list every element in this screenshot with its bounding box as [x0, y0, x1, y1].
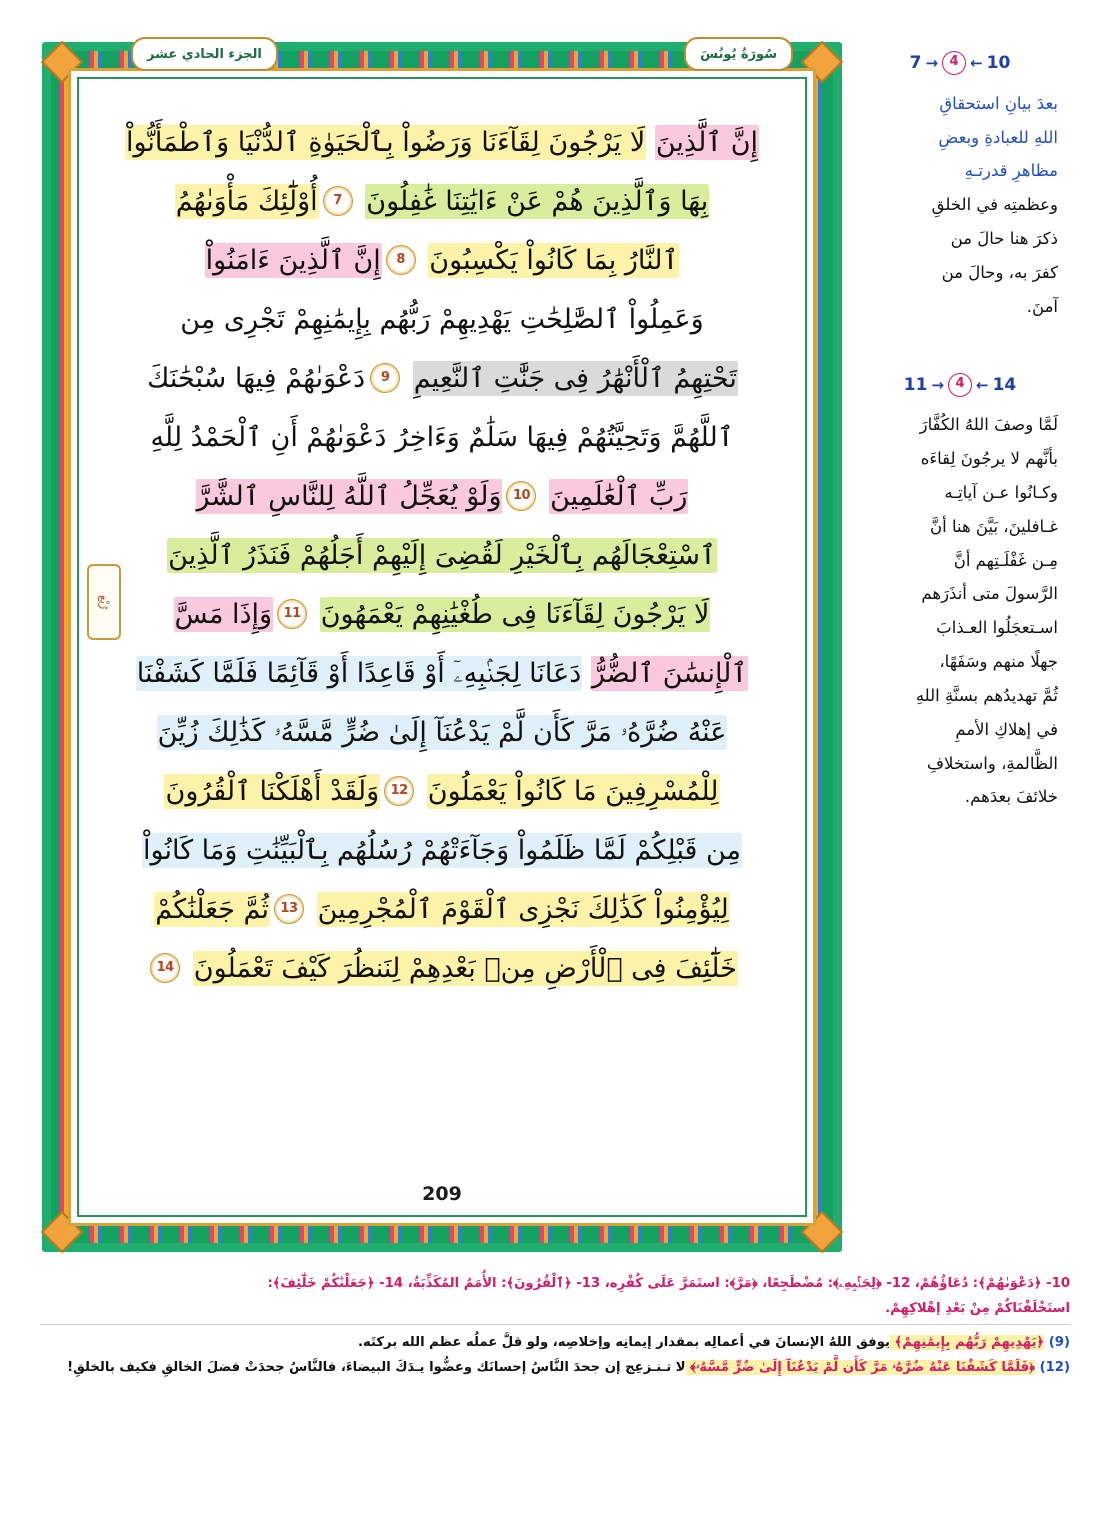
ayah-segment: مِن قَبْلِكُمْ لَمَّا ظَلَمُواْ وَجَآءَتْهُمْ رُسُلُهُم بِٱلْبَيِّنَٰتِ وَمَا كَانُواْ	[143, 835, 741, 866]
frame-inner-green	[77, 77, 807, 1217]
ayah-line	[113, 762, 771, 821]
footnote-text: يوفق اللهُ الإنسانَ في أعمالِه بمقدار إيمانِه وإخلاصِه، ولو قلَّ عملُه عظم الله بركتَه.	[357, 1335, 890, 1351]
tafsir-line: اسـتعجَلُوا العـذابَ	[936, 618, 1058, 638]
ayah-range-header	[862, 46, 1058, 81]
tafsir-line: اللهِ للعبادةِ وبعضِ	[938, 127, 1058, 147]
ayah-segment: إِنَّ ٱلَّذِينَ	[655, 127, 759, 158]
ayah-number-marker: 13	[274, 894, 304, 924]
ayah-line	[113, 644, 771, 703]
tafsir-column	[862, 46, 1058, 832]
ayah-line	[113, 172, 771, 231]
arrow-right-icon: →	[931, 375, 944, 394]
tafsir-block	[862, 46, 1058, 324]
tafsir-line: غـافلينَ، بَيَّنَ هنا أنَّ	[930, 516, 1058, 536]
ayah-segment: لِيُؤْمِنُواْ كَذَٰلِكَ نَجْزِى ٱلْقَوْمَ ٱلْمُجْرِمِينَ	[317, 894, 729, 925]
ayah-number-marker: 12	[384, 776, 414, 806]
tafsir-line: جهلًا منهم وسَفَهًا،	[939, 652, 1058, 672]
footnote-ayah-quote: ﴿يَهْدِيهِمْ رَبُّهُم بِإِيمَٰنِهِمْ﴾	[889, 1335, 1045, 1351]
ayah-line	[113, 113, 771, 172]
tafsir-line: كفرَ به، وحالَ من	[941, 262, 1058, 282]
tafsir-line: ذكرَ هنا حالَ من	[950, 229, 1058, 249]
tafsir-line: في إهلاكِ الأممِ	[955, 719, 1058, 739]
ayah-segment: ٱللَّهُمَّ وَتَحِيَّتُهُمْ فِيهَا سَلَٰمٌ وَءَاخِرُ دَعْوَىٰهُمْ أَنِ ٱلْحَمْدُ لِلَّهِ	[150, 422, 734, 453]
tafsir-line: بأنَّهم لا يرجُونَ لِقاءَه	[920, 449, 1058, 469]
quran-text-frame	[42, 42, 842, 1252]
tafsir-line: بعدَ بيانِ استحقاقِ	[939, 93, 1058, 113]
ayah-number-marker: 14	[150, 953, 180, 983]
tafsir-line: الرَّسولَ متى أنذَرَهم	[921, 584, 1058, 604]
range-count-badge: 4	[948, 373, 972, 397]
ayah-segment: ٱسْتِعْجَالَهُم بِٱلْخَيْرِ لَقُضِىَ إِلَيْهِمْ أَجَلُهُمْ فَنَذَرُ ٱلَّذِينَ	[168, 540, 716, 571]
ayat-text-area	[113, 113, 771, 1155]
footnote-item	[40, 1331, 1070, 1354]
ayah-segment: بِهَا وَٱلَّذِينَ هُمْ عَنْ ءَايَٰتِنَا غَٰفِلُونَ	[366, 186, 709, 217]
tafsir-line: مظاهرِ قدرتـهِ	[964, 161, 1058, 181]
ayah-number-marker: 7	[323, 186, 353, 216]
tafsir-spacer	[862, 342, 1058, 368]
footnote-ref: (12)	[1034, 1360, 1070, 1376]
range-end-number: 14	[992, 374, 1017, 395]
ayah-line	[113, 408, 771, 467]
tafsir-line: ثُمَّ تهديدُهم بسنَّةِ اللهِ	[915, 685, 1058, 705]
ayah-line	[113, 821, 771, 880]
tafsir-line: الظَّالمةِ، واستخلافِ	[926, 753, 1058, 773]
ayah-segment: لَا يَرْجُونَ لِقَآءَنَا وَرَضُواْ بِٱلْحَيَوٰةِ ٱلدُّنْيَا وَٱطْمَأَنُّواْ	[125, 127, 646, 158]
ayah-line	[113, 290, 771, 349]
ayah-segment: خَلَٰٓئِفَ فِى ٱلْأَرْضِ مِنۢ بَعْدِهِمْ لِنَنظُرَ كَيْفَ تَعْمَلُونَ	[193, 953, 737, 984]
footnote-divider	[40, 1324, 1070, 1325]
ayah-segment: ٱلنَّارُ بِمَا كَانُواْ يَكْسِبُونَ	[429, 245, 679, 276]
tafsir-line: آمنَ.	[1026, 296, 1058, 316]
arrow-right-icon: →	[925, 54, 939, 73]
ayah-segment: إِنَّ ٱلَّذِينَ ءَامَنُواْ	[205, 245, 381, 276]
ayah-segment: ثُمَّ جَعَلْنَٰكُمْ	[155, 894, 269, 925]
ayah-number-marker: 11	[277, 599, 307, 629]
ayah-line	[113, 880, 771, 939]
ayah-number-marker: 9	[370, 363, 400, 393]
ayah-line	[113, 349, 771, 408]
ayah-segment: تَحْتِهِمُ ٱلْأَنْهَٰرُ فِى جَنَّٰتِ ٱلنَّعِيمِ	[413, 363, 737, 394]
ayah-line	[113, 526, 771, 585]
page-number: 209	[422, 1183, 462, 1205]
ayah-segment: لَا يَرْجُونَ لِقَآءَنَا فِى طُغْيَٰنِهِمْ يَعْمَهُونَ	[320, 599, 710, 630]
ayah-segment: وَعَمِلُواْ ٱلصَّٰلِحَٰتِ يَهْدِيهِمْ رَبُّهُم بِإِيمَٰنِهِمْ تَجْرِى مِن	[180, 304, 704, 335]
ruku-marker: رُبْع	[87, 564, 121, 640]
footnote-vocabulary-line-2: استَخْلَفْنَاكُمْ مِنْ بَعْدِ إهْلاكِهِمْ.	[885, 1301, 1070, 1317]
range-start-number: 7	[909, 53, 922, 73]
ayah-segment: عَنْهُ ضُرَّهُۥ مَرَّ كَأَن لَّمْ يَدْعُنَآ إِلَىٰ ضُرٍّ مَّسَّهُۥ كَذَٰلِكَ زُيِّنَ	[157, 717, 727, 748]
ayah-segment: دَعْوَىٰهُمْ فِيهَا سُبْحَٰنَكَ	[147, 363, 366, 394]
ayah-segment: ٱلْإِنسَٰنَ ٱلضُّرُّ	[591, 658, 748, 689]
ayah-segment: وَلَوْ يُعَجِّلُ ٱللَّهُ لِلنَّاسِ ٱلشَّرَّ	[196, 481, 502, 512]
ayah-line	[113, 467, 771, 526]
ayah-number-marker: 10	[506, 481, 536, 511]
juz-name-badge: الجزء الحادي عشر	[131, 37, 278, 71]
ayah-segment: أُوْلَٰٓئِكَ مَأْوَىٰهُمُ	[175, 186, 318, 217]
footnote-ayah-quote: ﴿فَلَمَّا كَشَفْنَا عَنْهُ ضُرَّهُۥ مَرَّ كَأَن لَّمْ يَدْعُنَآ إِلَىٰ ضُرٍّ مَّسَّهُۥ﴾	[685, 1360, 1035, 1376]
frame-inner-gold	[68, 68, 816, 1226]
tafsir-line: خلائفَ بعدَهم.	[964, 787, 1058, 807]
footnote-item	[40, 1356, 1070, 1379]
arrow-left-icon: ←	[976, 375, 989, 394]
range-count-badge: 4	[942, 51, 966, 75]
ayah-segment: لِلْمُسْرِفِينَ مَا كَانُواْ يَعْمَلُونَ	[427, 776, 719, 807]
footnote-text: لا تـنـزعِج إن جحدَ النَّاسُ إحسانَك وعضُّوا يـدَكَ البيضاءَ، فالنَّاسُ جحدَتْ فضلَ الخالقِ فكيف بالخلقِ!	[67, 1360, 686, 1376]
tafsir-line: مِـن غَفْلَـتِهم أنَّ	[953, 550, 1058, 570]
ayah-line	[113, 703, 771, 762]
ayah-range-header	[862, 368, 1058, 403]
surah-name-badge: سُورَةُ يُونُسَ	[684, 37, 793, 71]
ayah-segment: وَلَقَدْ أَهْلَكْنَا ٱلْقُرُونَ	[165, 776, 380, 807]
range-start-number: 11	[903, 374, 928, 395]
footnote-ref: (9)	[1044, 1335, 1070, 1351]
range-end-number: 10	[986, 53, 1011, 73]
tafsir-line: وعظمتِه في الخلقِ	[931, 195, 1058, 215]
ayah-line	[113, 939, 771, 998]
ayah-line	[113, 231, 771, 290]
footnote-vocabulary-line-1: 10- ﴿دَعْوَىٰهُمْ﴾: دُعَاؤُهُمْ، 12- ﴿لِجَنۢبِهِۦ﴾: مُضْطَجِعًا، ﴿مَرَّ﴾: استَمَرَّ عَلَى كُفْرِه، 13- ﴿ٱلْقُرُونَ﴾: الأُمَمُ المُكَذِّبَةُ، 14- ﴿جَعَلْنَٰكُمْ خَلَٰٓئِفَ﴾:	[267, 1276, 1070, 1291]
ayah-segment: رَبِّ ٱلْعَٰلَمِينَ	[550, 481, 688, 512]
tafsir-line: لَمَّا وصفَ اللهُ الكُفَّارَ	[919, 415, 1058, 435]
ayah-segment: دَعَانَا لِجَنۢبِهِۦٓ أَوْ قَاعِدًا أَوْ قَآئِمًا فَلَمَّا كَشَفْنَا	[136, 658, 582, 689]
ayah-line	[113, 585, 771, 644]
arrow-left-icon: ←	[970, 54, 983, 73]
footnotes-area	[40, 1272, 1070, 1381]
ayah-segment: وَإِذَا مَسَّ	[174, 599, 273, 630]
tafsir-block	[862, 368, 1058, 815]
tafsir-line: وكـانُوا عـن آياتِـه	[944, 483, 1058, 502]
ayah-number-marker: 8	[386, 245, 416, 275]
footnote-notes	[40, 1331, 1070, 1379]
